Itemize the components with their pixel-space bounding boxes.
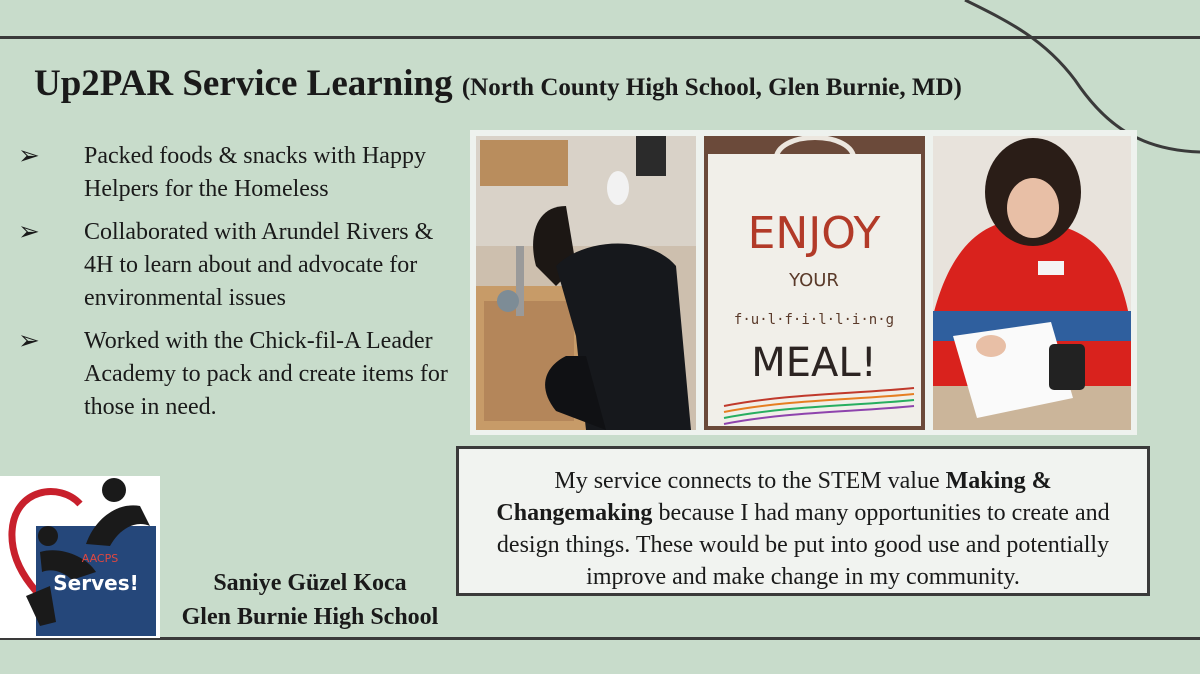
bullet-text: Worked with the Chick-fil-A Leader Academy to pack and create items for those in need. — [84, 328, 448, 420]
title-subtitle: (North County High School, Glen Burnie, MD) — [461, 74, 962, 101]
photo-decorated-bag — [704, 136, 925, 430]
aacps-serves-logo — [0, 476, 160, 638]
bottom-rule — [0, 637, 1200, 640]
bullet-item — [18, 140, 458, 206]
title-main: Up2PAR Service Learning — [34, 63, 453, 104]
arrow-bullet-icon: ➢ — [18, 217, 40, 247]
bag-text-enjoy: ENJOY — [747, 208, 881, 259]
bullet-item — [18, 216, 458, 315]
arrow-bullet-icon: ➢ — [18, 141, 40, 171]
statement-value-bold: Making & Changemaking — [496, 468, 1052, 526]
bullet-item — [18, 325, 458, 424]
author-block — [160, 566, 460, 634]
bullet-text: Packed foods & snacks with Happy Helpers for the Homeless — [84, 143, 426, 202]
logo-serves-text: Serves! — [53, 571, 139, 595]
photo-student-drawing — [933, 136, 1131, 430]
bag-text-fulfilling: f·u·l·f·i·l·l·i·n·g — [733, 312, 895, 328]
logo-org-text: AACPS — [81, 552, 119, 565]
slide-title — [34, 62, 962, 110]
bullet-list — [18, 140, 458, 434]
arrow-bullet-icon: ➢ — [18, 326, 40, 356]
bag-text-meal: MEAL! — [751, 340, 877, 386]
photo-packing-food — [476, 136, 696, 430]
stem-value-statement — [456, 446, 1150, 596]
statement-text-end: because I had many opportunities to create and design things. These would be put into good use and potentially improve and make change in my community. — [496, 500, 1110, 590]
photo-collage — [470, 130, 1137, 435]
bullet-text: Collaborated with Arundel Rivers & 4H to learn about and advocate for environmental issues — [84, 219, 434, 311]
author-name: Saniye Güzel Koca — [213, 570, 407, 596]
bag-text-your: YOUR — [789, 270, 839, 291]
statement-text-start: My service connects to the STEM value — [554, 468, 946, 494]
author-school: Glen Burnie High School — [181, 604, 439, 630]
top-rule — [0, 36, 1200, 39]
